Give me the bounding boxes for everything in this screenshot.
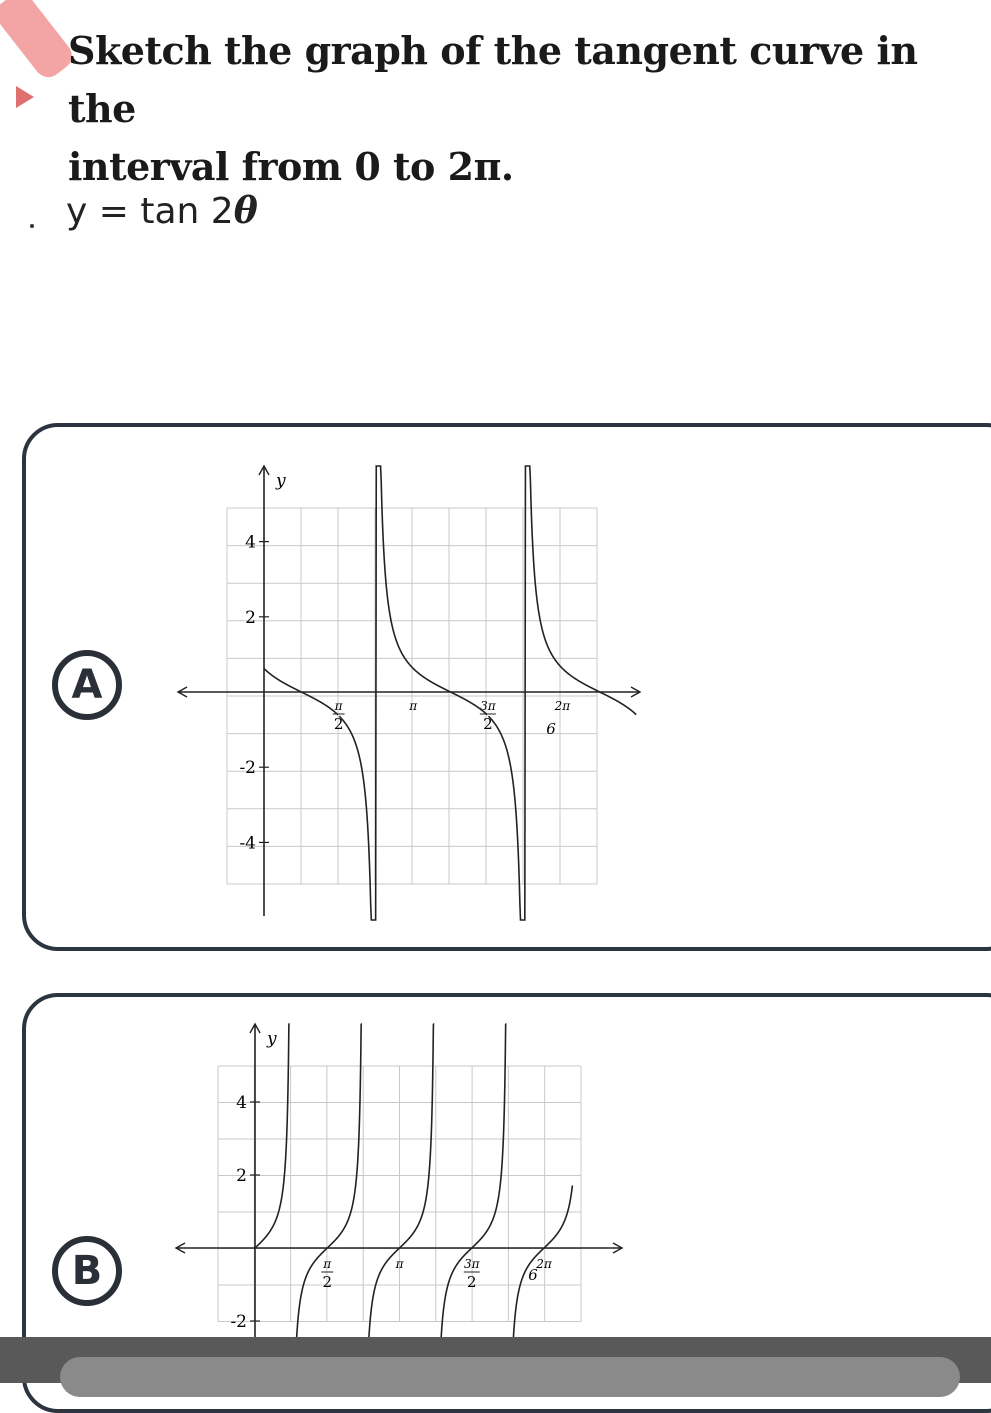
x-tick-label-3pi-over-2-num: 3π bbox=[480, 699, 496, 713]
question-text bbox=[68, 22, 968, 196]
bottom-input-pill[interactable] bbox=[60, 1357, 960, 1397]
x-tick-label-6: 6 bbox=[546, 720, 556, 738]
y-tick-label: -2 bbox=[239, 758, 256, 779]
x-tick-label-pi-over-2-num: π bbox=[323, 1257, 332, 1271]
question-line-2: interval from 0 to 2π. bbox=[68, 144, 514, 189]
y-tick-label: 2 bbox=[245, 607, 256, 628]
y-axis-label: y bbox=[276, 471, 286, 491]
bullet-arrow-icon bbox=[16, 86, 34, 108]
y-tick-label: -2 bbox=[230, 1312, 247, 1332]
y-tick-label: 4 bbox=[245, 532, 256, 553]
list-dot bbox=[30, 224, 34, 228]
equation-variable: θ bbox=[233, 190, 258, 232]
y-tick-label: -4 bbox=[239, 833, 256, 854]
highlight-mark bbox=[0, 0, 77, 83]
x-tick-label-3pi-over-2-den: 2 bbox=[466, 1273, 477, 1291]
curve-branch bbox=[489, 466, 637, 920]
y-tick-label: 2 bbox=[236, 1166, 247, 1186]
x-tick-label-2pi: 2π bbox=[536, 1257, 552, 1271]
question-line-1: Sketch the graph of the tangent curve in the bbox=[68, 28, 918, 131]
equation bbox=[66, 190, 258, 232]
y-axis-label: y bbox=[267, 1029, 277, 1049]
x-tick-label-3pi-over-2-den: 2 bbox=[483, 715, 493, 733]
equation-lhs: y = tan 2 bbox=[66, 191, 234, 232]
x-tick-label-pi-over-2-den: 2 bbox=[333, 715, 344, 733]
x-tick-label-6: 6 bbox=[528, 1266, 538, 1284]
x-tick-label-pi: π bbox=[409, 699, 418, 713]
x-tick-label-pi: π bbox=[395, 1257, 404, 1271]
option-b-graph bbox=[150, 1010, 650, 1337]
x-tick-label-pi-over-2-den: 2 bbox=[322, 1273, 333, 1291]
curve-branch bbox=[255, 1024, 290, 1248]
option-b-letter[interactable]: B bbox=[52, 1236, 122, 1306]
y-tick-label: 4 bbox=[236, 1093, 247, 1113]
curve-branch bbox=[339, 466, 487, 920]
x-tick-label-pi-over-2-num: π bbox=[334, 699, 343, 713]
x-tick-label-3pi-over-2-num: 3π bbox=[464, 1257, 480, 1271]
option-a-letter[interactable]: A bbox=[52, 650, 122, 720]
x-tick-label-2pi: 2π bbox=[554, 699, 571, 713]
option-a-graph bbox=[150, 440, 670, 930]
